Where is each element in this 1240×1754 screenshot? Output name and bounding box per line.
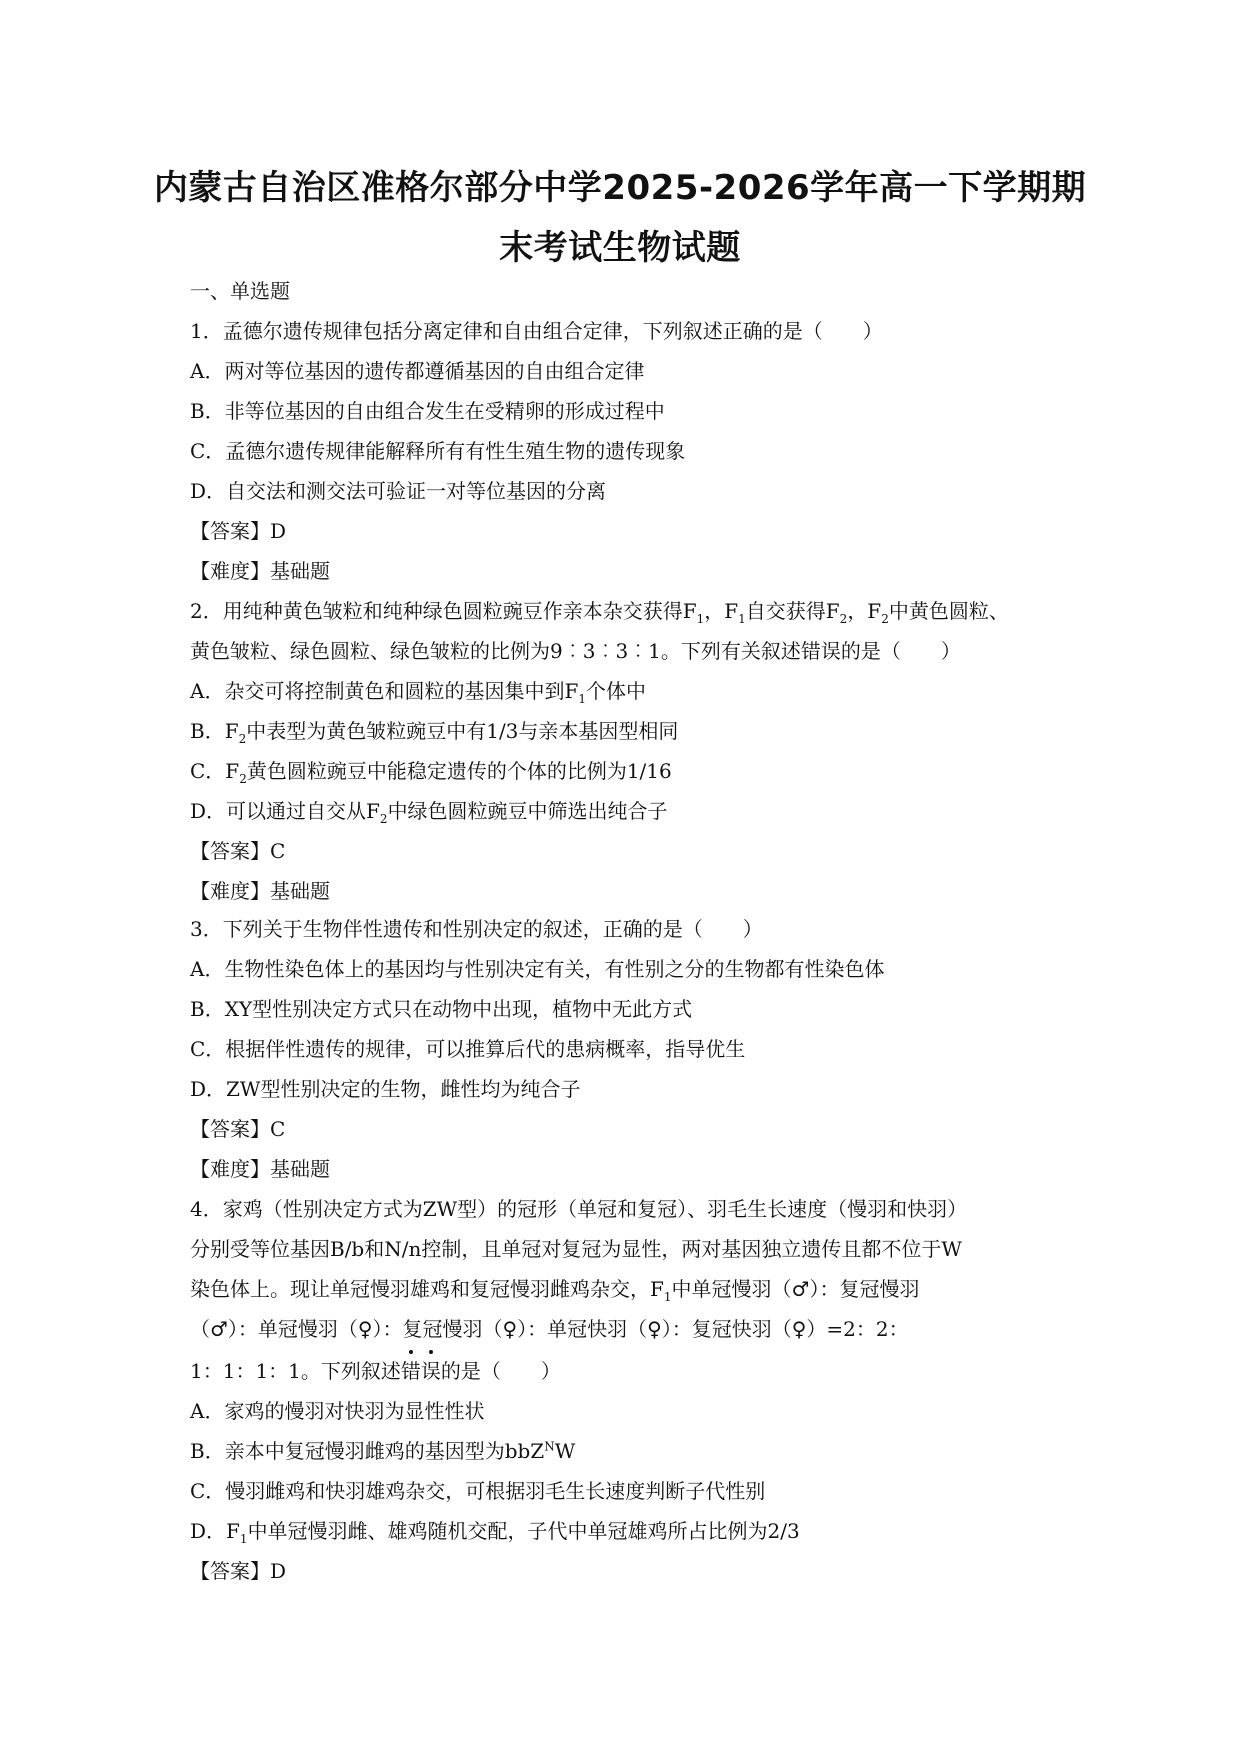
question-3-option-a: A．生物性染色体上的基因均与性别决定有关，有性别之分的生物都有性染色体 [190, 957, 885, 981]
difficulty-value: 基础题 [270, 1157, 330, 1181]
question-4-option-b: B．亲本中复冠慢羽雌鸡的基因型为bbZ$^N$W [190, 1439, 576, 1463]
question-4-option-d: D．$F_1$中单冠慢羽雌、雄鸡随机交配，子代中单冠雄鸡所占比例为2/3 [190, 1519, 800, 1546]
section-heading: 一、单选题 [190, 279, 290, 303]
answer-value: D [270, 1559, 287, 1583]
question-4-stem-line-3: 染色体上。现让单冠慢羽雄鸡和复冠慢羽雌鸡杂交，$F_1$中单冠慢羽（♂）：复冠慢羽 [190, 1277, 920, 1304]
page-title-line-1: 内蒙古自治区准格尔部分中学2025-2026学年高一下学期期 [153, 168, 1087, 208]
question-4-option-a: A．家鸡的慢羽对快羽为显性性状 [190, 1399, 485, 1423]
question-1-option-d: D．自交法和测交法可验证一对等位基因的分离 [190, 479, 607, 503]
question-2-stem-line-2: 黄色皱粒、绿色圆粒、绿色皱粒的比例为9︰3︰3︰1。下列有关叙述错误的是（ ） [190, 639, 961, 663]
question-2-option-b: B．$F_2$中表型为黄色皱粒豌豆中有1/3与亲本基因型相同 [190, 719, 679, 746]
page-title-line-2: 末考试生物试题 [499, 228, 741, 268]
question-4-option-c: C．慢羽雌鸡和快羽雄鸡杂交，可根据羽毛生长速度判断子代性别 [190, 1479, 766, 1503]
answer-value: C [270, 1117, 286, 1141]
question-4-stem-line-2: 分别受等位基因B/b和N/n控制，且单冠对复冠为显性，两对基因独立遗传且都不位于W [190, 1237, 962, 1261]
answer-label: 【答案】 [190, 519, 270, 543]
question-3-answer [190, 1116, 285, 1142]
question-2-option-c: C．$F_2$黄色圆粒豌豆中能稳定遗传的个体的比例为1/16 [190, 759, 672, 786]
answer-value: D [270, 519, 287, 543]
emphasis-char: 误 [420, 1359, 441, 1383]
answer-label: 【答案】 [190, 1559, 270, 1583]
question-1-difficulty [190, 558, 330, 584]
difficulty-label: 【难度】 [190, 559, 270, 583]
question-4-answer [190, 1558, 286, 1584]
difficulty-value: 基础题 [270, 879, 330, 903]
question-1-answer [190, 518, 286, 544]
difficulty-label: 【难度】 [190, 1157, 270, 1181]
question-4-stem-line-1: 4．家鸡（性别决定方式为ZW型）的冠形（单冠和复冠）、羽毛生长速度（慢羽和快羽） [190, 1197, 968, 1221]
question-2-stem-line-1: 2．用纯种黄色皱粒和纯种绿色圆粒豌豆作亲本杂交获得$F_1$，$F_1$自交获得$F_2$，$F_2$中黄色圆粒、 [190, 599, 1009, 626]
emphasis-char: 错 [400, 1359, 421, 1383]
question-3-option-c: C．根据伴性遗传的规律，可以推算后代的患病概率，指导优生 [190, 1037, 746, 1061]
question-2-answer [190, 838, 285, 864]
question-4-stem-line-4: （♂）：单冠慢羽（♀）：复冠慢羽（♀）：单冠快羽（♀）：复冠快羽（♀）=2：2： [190, 1317, 909, 1341]
question-1-stem: 1．孟德尔遗传规律包括分离定律和自由组合定律，下列叙述正确的是（ ） [190, 319, 883, 343]
question-3-option-b: B．XY型性别决定方式只在动物中出现，植物中无此方式 [190, 997, 693, 1021]
question-2-option-d: D．可以通过自交从$F_2$中绿色圆粒豌豆中筛选出纯合子 [190, 799, 668, 826]
difficulty-value: 基础题 [270, 559, 330, 583]
question-2-difficulty [190, 878, 330, 904]
question-1-option-c: C．孟德尔遗传规律能解释所有有性生殖生物的遗传现象 [190, 439, 686, 463]
answer-label: 【答案】 [190, 1117, 270, 1141]
question-4-stem-line-5: 1：1：1：1。下列叙述错误的是（ ） [190, 1359, 561, 1383]
question-2-option-a: A．杂交可将控制黄色和圆粒的基因集中到$F_1$个体中 [190, 679, 646, 706]
question-1-option-a: A．两对等位基因的遗传都遵循基因的自由组合定律 [190, 359, 645, 383]
difficulty-label: 【难度】 [190, 879, 270, 903]
question-3-option-d: D．ZW型性别决定的生物，雌性均为纯合子 [190, 1077, 581, 1101]
question-3-stem: 3．下列关于生物伴性遗传和性别决定的叙述，正确的是（ ） [190, 917, 763, 941]
answer-label: 【答案】 [190, 839, 270, 863]
question-1-option-b: B．非等位基因的自由组合发生在受精卵的形成过程中 [190, 399, 665, 423]
answer-value: C [270, 839, 286, 863]
question-3-difficulty [190, 1156, 330, 1182]
